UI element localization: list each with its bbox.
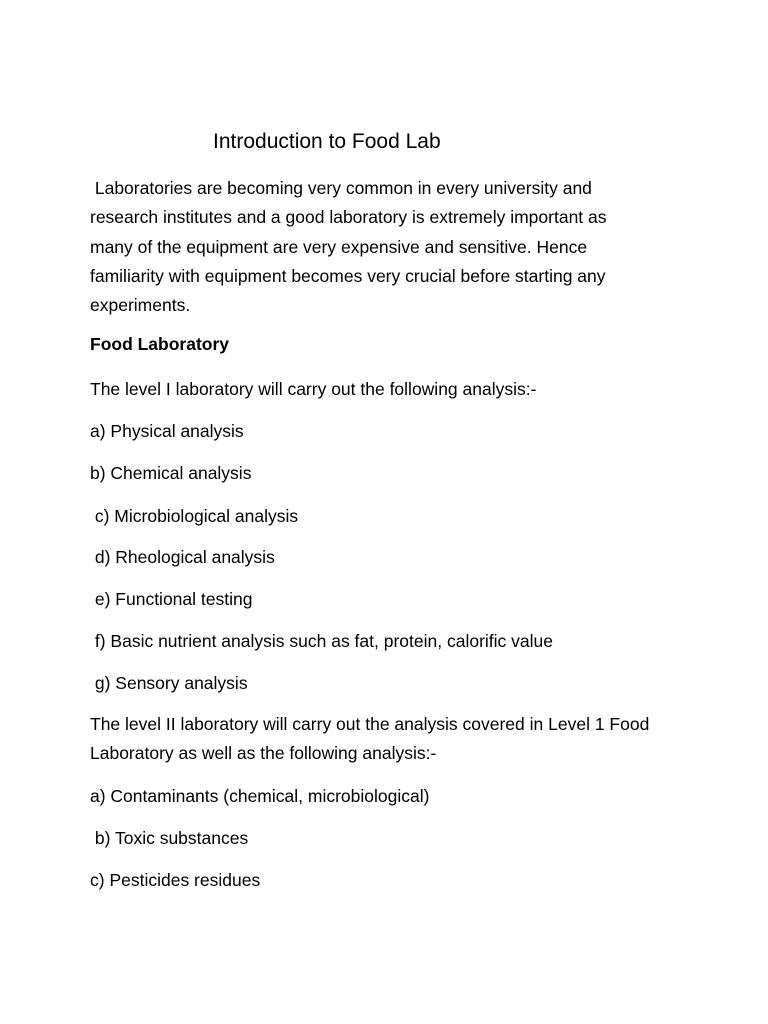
intro-paragraph [90,174,690,320]
level1-item: g) Sensory analysis [90,673,248,693]
intro-line: experiments. [90,295,191,316]
level2-intro [90,710,690,769]
level2-item: b) Toxic substances [90,828,249,848]
level1-intro: The level I laboratory will carry out the following analysis:- [90,379,537,399]
level1-item: e) Functional testing [90,589,253,609]
document-title: Introduction to Food Lab [213,130,441,153]
intro-line: familiarity with equipment becomes very crucial before starting any [90,265,606,286]
intro-line: many of the equipment are very expensive and sensitive. Hence [90,236,588,257]
level2-intro-line: The level II laboratory will carry out the analysis covered in Level 1 Food [90,714,650,734]
level2-intro-line: Laboratory as well as the following analysis:- [90,743,437,764]
intro-line: research institutes and a good laboratory is extremely important as [90,207,607,228]
level1-item: d) Rheological analysis [90,547,275,567]
level2-item: a) Contaminants (chemical, microbiological) [90,786,430,806]
intro-line: Laboratories are becoming very common in every university and [90,178,592,198]
level2-item: c) Pesticides residues [90,870,261,890]
section-heading: Food Laboratory [90,334,230,354]
level1-item: b) Chemical analysis [90,463,252,483]
level1-item: c) Microbiological analysis [90,506,299,526]
level1-item: f) Basic nutrient analysis such as fat, protein, calorific value [90,631,553,651]
level1-item: a) Physical analysis [90,421,244,441]
